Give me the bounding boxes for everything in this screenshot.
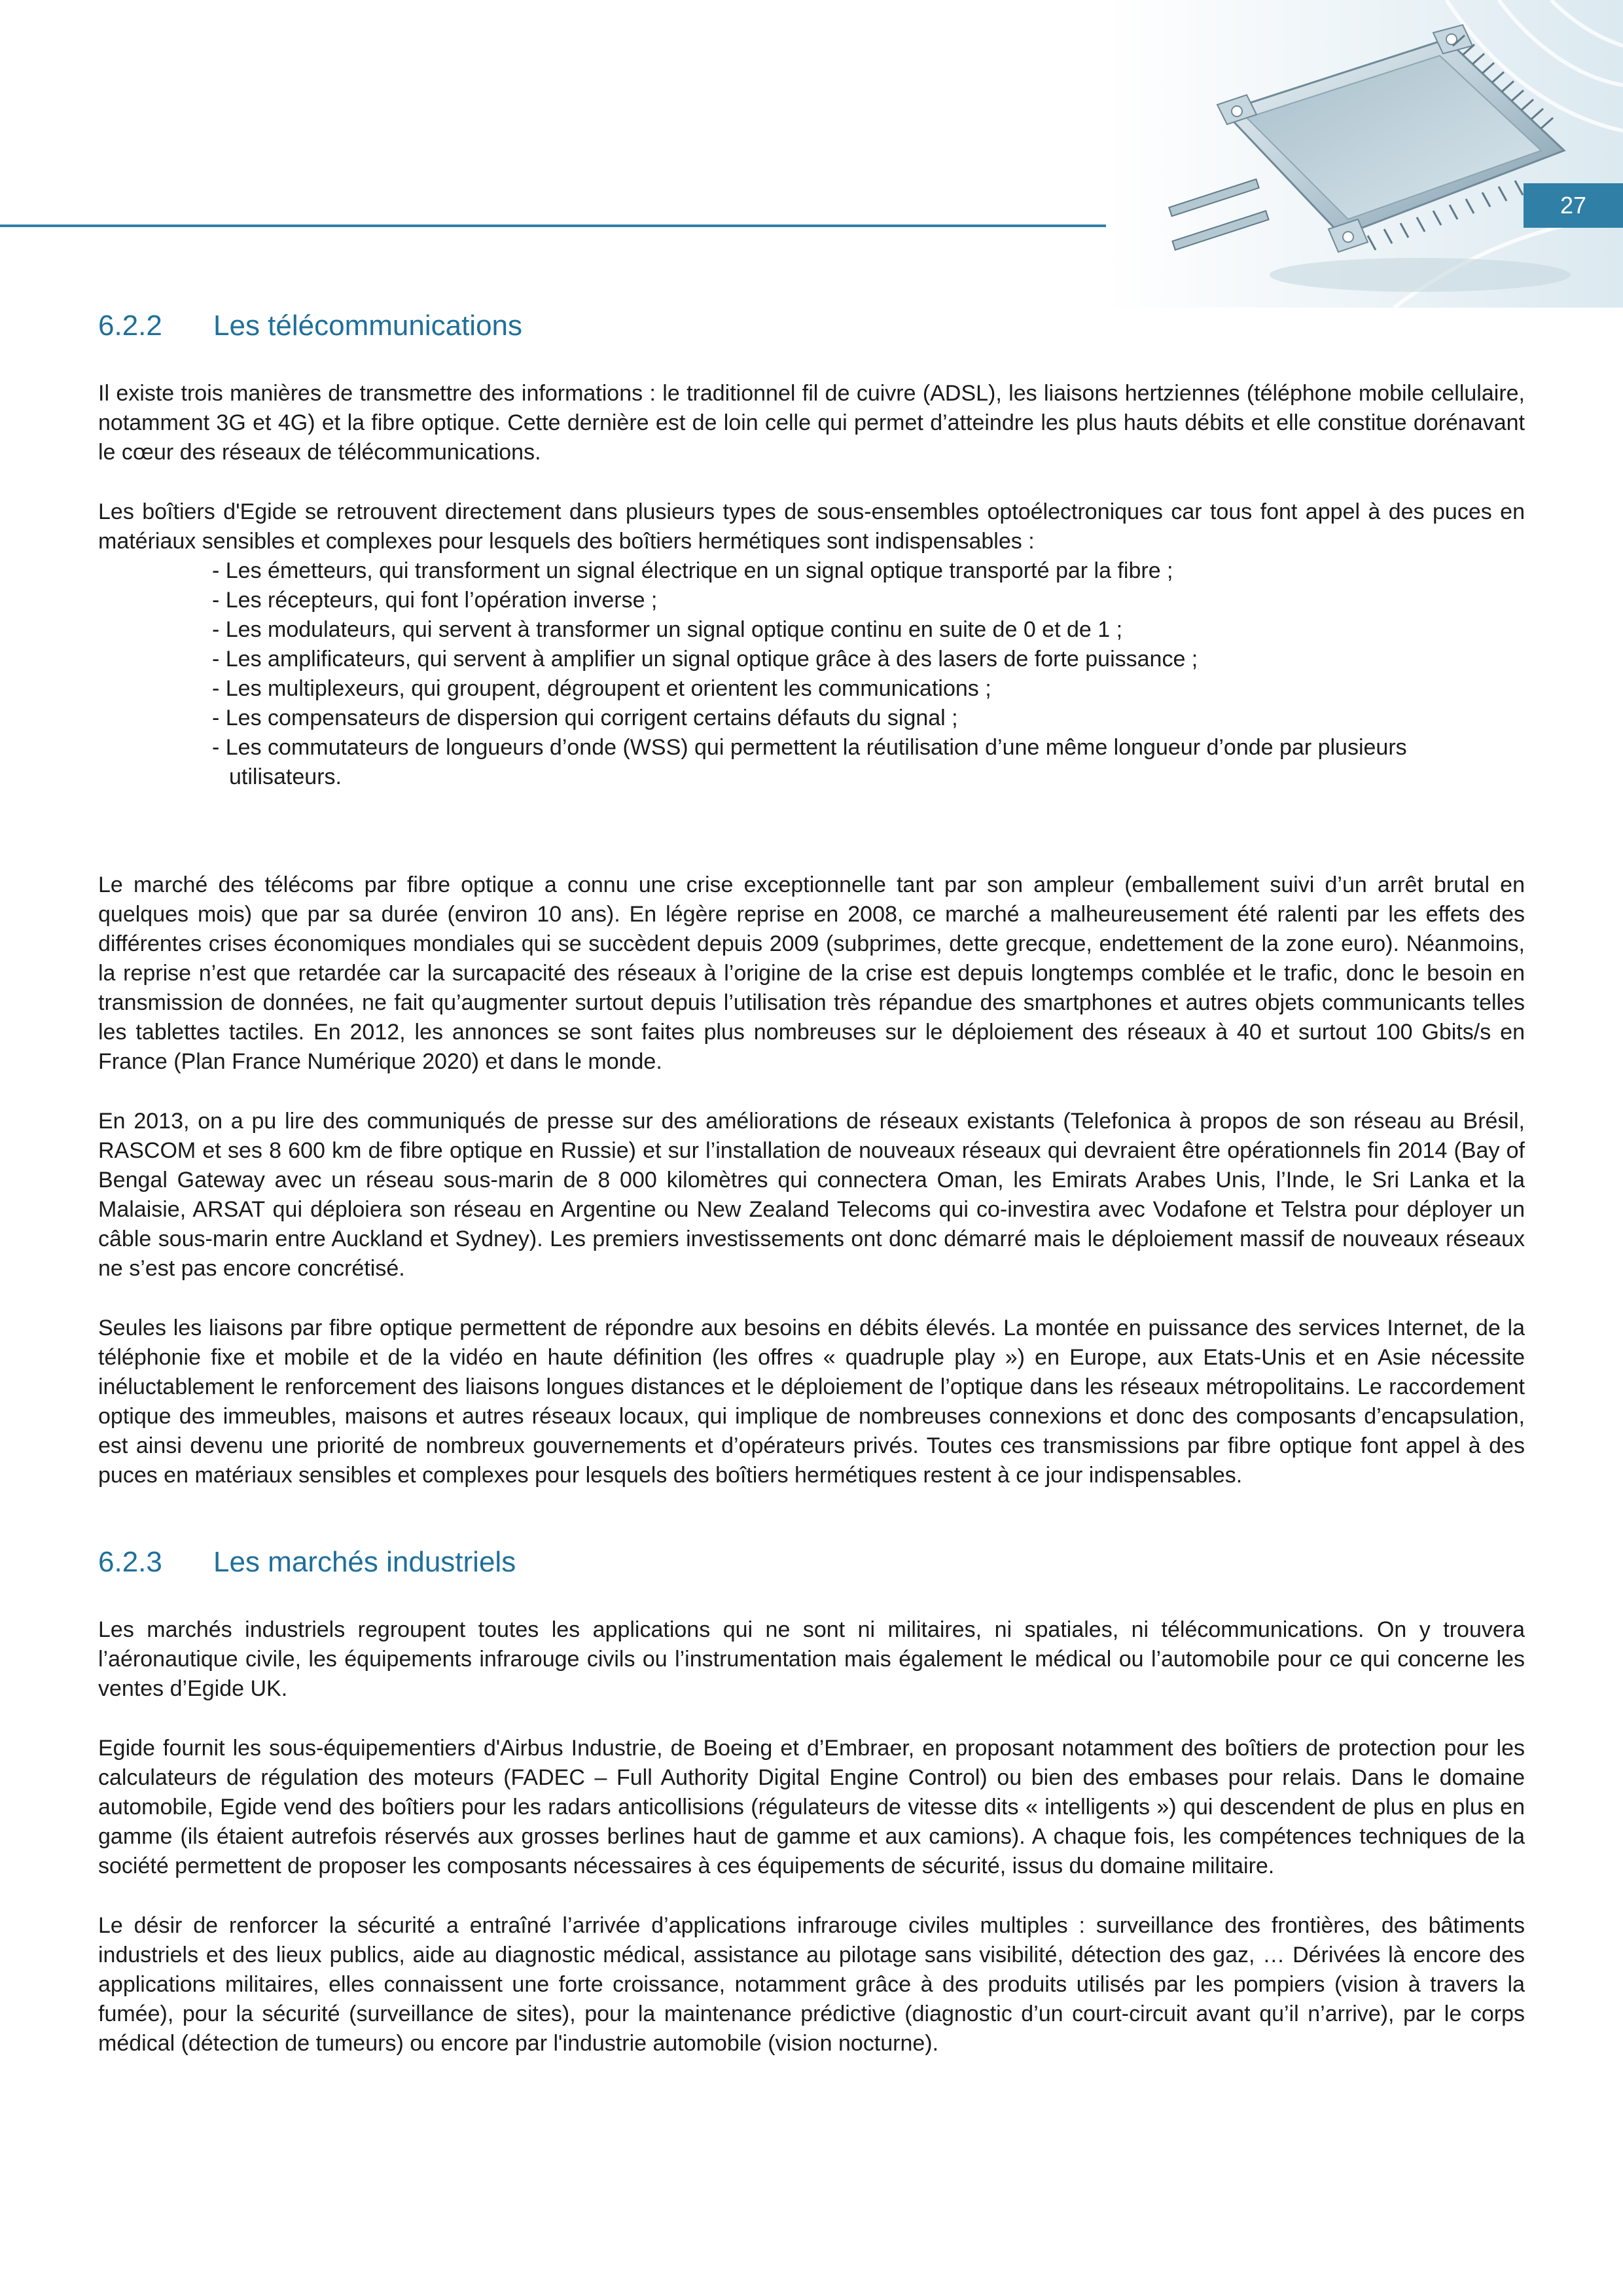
paragraph: Les marchés industriels regroupent toutes les applications qui ne sont ni militaires, ni spatiales, ni télécommunications. On y trouvera l’aéronautique civile, les équipements infrarouge civils ou l’instrumentation mais également le médical ou l’automobile pour ce qui concerne les ventes d’Egide UK. [98, 1617, 1525, 1701]
section-number: 6.2.2 [98, 310, 162, 342]
paragraph: Egide fournit les sous-équipementiers d'Airbus Industrie, de Boeing et d’Embraer, en proposant notamment des boîtiers de protection pour les calculateurs de régulation des moteurs (FADEC – Full Authority Digital Engine Control) ou bien des embases pour relais. Dans le domaine automobile, Egide vend des boîtiers pour les radars anticollisions (régulateurs de vitesse dits « intelligents ») qui descendent de plus en plus en gamme (ils étaient autrefois réservés aux grosses berlines haut de gamme et aux camions). A chaque fois, les compétences techniques de la société permettent de proposer les composants nécessaires à ces équipements de sécurité, issus du domaine militaire. [98, 1736, 1525, 1878]
list-item: - Les modulateurs, qui servent à transformer un signal optique continu en suite de 0 et de 1 ; [212, 617, 1123, 642]
list-item: - Les compensateurs de dispersion qui corrigent certains défauts du signal ; [212, 706, 958, 730]
section-title: Les marchés industriels [213, 1546, 516, 1578]
section-number: 6.2.3 [98, 1546, 162, 1578]
list-item: - Les récepteurs, qui font l’opération inverse ; [212, 588, 658, 613]
paragraph: Il existe trois manières de transmettre des informations : le traditionnel fil de cuivre (ADSL), les liaisons hertziennes (téléphone mobile cellulaire, notamment 3G et 4G) et la fibre optique. Cette dernière est de loin celle qui permet d’atteindre les plus hauts débits et elle constitue dorénavant le cœur des réseaux de télécommunications. [98, 381, 1525, 465]
component-list [98, 556, 1525, 792]
list-item: - Les émetteurs, qui transforment un signal électrique en un signal optique transporté par la fibre ; [212, 558, 1173, 583]
page-number: 27 [1524, 183, 1623, 228]
list-item: - Les commutateurs de longueurs d’onde (WSS) qui permettent la réutilisation d’une même longueur d’onde par plusieurs utilisateurs. [212, 735, 1407, 789]
section-heading-industrial [98, 1544, 1525, 1581]
paragraph: Le marché des télécoms par fibre optique a connu une crise exceptionnelle tant par son ampleur (emballement suivi d’un arrêt brutal en quelques mois) que par sa durée (environ 10 ans). En légère reprise en 2008, ce marché a malheureusement été ralenti par les effets des différentes crises économiques mondiales qui se succèdent depuis 2009 (subprimes, dette grecque, endettement de la zone euro). Néanmoins, la reprise n’est que retardée car la surcapacité des réseaux à l’origine de la crise est depuis longtemps comblée et le trafic, donc le besoin en transmission de données, ne fait qu’augmenter surtout depuis l’utilisation très répandue des smartphones et autres objets communicants telles les tablettes tactiles. En 2012, les annonces se sont faites plus nombreuses sur le déploiement des réseaux à 40 et surtout 100 Gbits/s en France (Plan France Numérique 2020) et dans le monde. [98, 872, 1525, 1074]
paragraph: En 2013, on a pu lire des communiqués de presse sur des améliorations de réseaux existants (Telefonica à propos de son réseau au Brésil, RASCOM et ses 8 600 km de fibre optique en Russie) et sur l’installation de nouveaux réseaux qui devraient être opérationnels fin 2014 (Bay of Bengal Gateway avec un réseau sous-marin de 8 000 kilomètres qui connectera Oman, les Emirats Arabes Unis, l’Inde, le Sri Lanka et la Malaisie, ARSAT qui déploiera son réseau en Argentine ou New Zealand Telecoms qui co-investira avec Vodafone et Telstra pour déployer un câble sous-marin entre Auckland et Sydney). Les premiers investissements ont donc démarré mais le déploiement massif de nouveaux réseaux ne s’est pas encore concrétisé. [98, 1109, 1525, 1281]
section-title: Les télécommunications [213, 310, 523, 342]
header-rule [0, 224, 1114, 227]
list-item: - Les amplificateurs, qui servent à amplifier un signal optique grâce à des lasers de forte puissance ; [212, 647, 1198, 672]
document-body [98, 308, 1525, 2058]
list-item: - Les multiplexeurs, qui groupent, dégroupent et orientent les communications ; [212, 676, 991, 701]
section-heading-telecom [98, 308, 1525, 344]
hermetic-package-illustration [1106, 0, 1623, 308]
paragraph: Seules les liaisons par fibre optique permettent de répondre aux besoins en débits élevés. La montée en puissance des services Internet, de la téléphonie fixe et mobile et de la vidéo en haute définition (les offres « quadruple play ») en Europe, aux Etats-Unis et en Asie nécessite inéluctablement le renforcement des liaisons longues distances et le déploiement de l’optique dans les réseaux métropolitains. Le raccordement optique des immeubles, maisons et autres réseaux locaux, qui implique de nombreuses connexions et donc des composants d’encapsulation, est ainsi devenu une priorité de nombreux gouvernements et d’opérateurs privés. Toutes ces transmissions par fibre optique font appel à des puces en matériaux sensibles et complexes pour lesquels des boîtiers hermétiques restent à ce jour indispensables. [98, 1316, 1525, 1488]
paragraph: Le désir de renforcer la sécurité a entraîné l’arrivée d’applications infrarouge civiles multiples : surveillance des frontières, des bâtiments industriels et des lieux publics, aide au diagnostic médical, assistance au pilotage sans visibilité, détection des gaz, … Dérivées là encore des applications militaires, elles connaissent une forte croissance, notamment grâce à des produits utilisés par les pompiers (vision à travers la fumée), pour la sécurité (surveillance de sites), pour la maintenance prédictive (diagnostic d’un court-circuit avant qu’il n’arrive), par le corps médical (détection de tumeurs) ou encore par l'industrie automobile (vision nocturne). [98, 1913, 1525, 2056]
paragraph: Les boîtiers d'Egide se retrouvent directement dans plusieurs types de sous-ensembles optoélectroniques car tous font appel à des puces en matériaux sensibles et complexes pour lesquels des boîtiers hermétiques sont indispensables : [98, 499, 1525, 554]
